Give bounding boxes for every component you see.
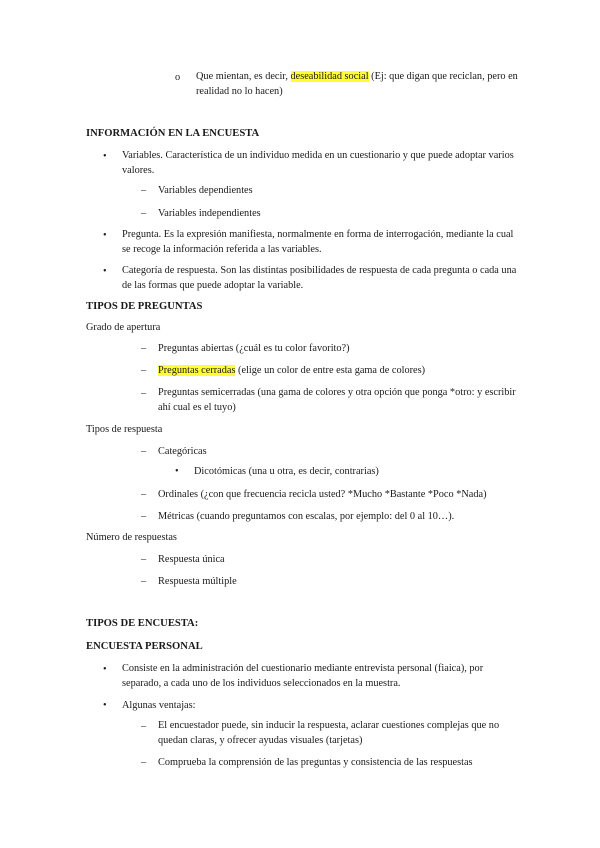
item-respuesta-multiple: Respuesta múltiple xyxy=(158,576,237,587)
item-variables-dependientes: Variables dependientes xyxy=(158,185,253,196)
dash-marker: – xyxy=(141,208,147,219)
item-dicotomicas: Dicotómicas (una u otra, es decir, contrarias) xyxy=(194,466,379,477)
item-ventaja-2: Comprueba la comprensión de las preguntas y consistencia de las respuestas xyxy=(158,757,473,768)
dash-marker: – xyxy=(141,185,147,196)
label-algunas-ventajas: Algunas ventajas: xyxy=(122,700,196,711)
dash-marker: – xyxy=(141,343,147,354)
bullet-marker: • xyxy=(103,151,107,162)
item-respuesta-unica: Respuesta única xyxy=(158,554,225,565)
dash-marker: – xyxy=(141,388,147,399)
heading-informacion: INFORMACIÓN EN LA ENCUESTA xyxy=(86,128,260,139)
highlight-preguntas-cerradas: Preguntas cerradas xyxy=(158,365,236,376)
bullet-marker: • xyxy=(175,466,179,477)
bullet-marker: • xyxy=(103,266,107,277)
item-preguntas-semicerradas: Preguntas semicerradas (una gama de colores y otra opción que ponga *otro: y escribir ahí cual es el tuyo) xyxy=(158,387,516,413)
highlight-deseabilidad: deseabilidad social xyxy=(290,71,369,82)
dash-marker: – xyxy=(141,365,147,376)
item-pregunta: Pregunta. Es la expresión manifiesta, normalmente en forma de interrogación, mediante la cual se recoge la información referida a las variables. xyxy=(122,229,514,255)
label-grado-apertura: Grado de apertura xyxy=(86,322,161,333)
bullet-marker: • xyxy=(103,230,107,241)
item-categoricas: Categóricas xyxy=(158,446,207,457)
heading-tipos-preguntas: TIPOS DE PREGUNTAS xyxy=(86,301,203,312)
item-ordinales: Ordinales (¿con que frecuencia recicla usted? *Mucho *Bastante *Poco *Nada) xyxy=(158,489,487,500)
cerradas-rest: (elige un color de entre esta gama de colores) xyxy=(235,365,426,376)
item-preguntas-abiertas: Preguntas abiertas (¿cuál es tu color favorito?) xyxy=(158,343,350,354)
dash-marker: – xyxy=(141,446,147,457)
intro-text-before: Que mientan, es decir, xyxy=(196,71,291,82)
intro-text-after: (Ej: que digan que reciclan, pero en realidad no lo hacen) xyxy=(196,71,518,97)
dash-marker: – xyxy=(141,489,147,500)
item-variables-independientes: Variables independientes xyxy=(158,208,261,219)
item-consiste: Consiste en la administración del cuestionario mediante entrevista personal (fiaica), por separado, a cada uno de los individuos seleccionados en la muestra. xyxy=(122,663,484,689)
heading-encuesta-personal: ENCUESTA PERSONAL xyxy=(86,641,203,652)
dash-marker: – xyxy=(141,721,147,732)
bullet-marker: • xyxy=(103,700,107,711)
item-preguntas-cerradas xyxy=(158,364,425,377)
item-categoria: Categoría de respuesta. Son las distintas posibilidades de respuesta de cada pregunta o cada una de las formas que puede adoptar la variable. xyxy=(122,265,517,291)
label-numero-respuestas: Número de respuestas xyxy=(86,532,177,543)
bullet-marker: • xyxy=(103,664,107,675)
dash-marker: – xyxy=(141,511,147,522)
dash-marker: – xyxy=(141,576,147,587)
label-tipos-respuesta: Tipos de respuesta xyxy=(86,424,163,435)
item-ventaja-1: El encuestador puede, sin inducir la respuesta, aclarar cuestiones complejas que no quedan claras, y ofrecer ayudas visuales (tarjetas) xyxy=(158,720,500,746)
item-metricas: Métricas (cuando preguntamos con escalas, por ejemplo: del 0 al 10…). xyxy=(158,511,455,522)
heading-tipos-encuesta: TIPOS DE ENCUESTA: xyxy=(86,618,199,629)
circle-bullet: o xyxy=(175,72,181,83)
item-variables: Variables. Característica de un individuo medida en un cuestionario y que puede adoptar varios valores. xyxy=(122,150,514,176)
dash-marker: – xyxy=(141,554,147,565)
intro-paragraph xyxy=(196,69,526,99)
dash-marker: – xyxy=(141,757,147,768)
